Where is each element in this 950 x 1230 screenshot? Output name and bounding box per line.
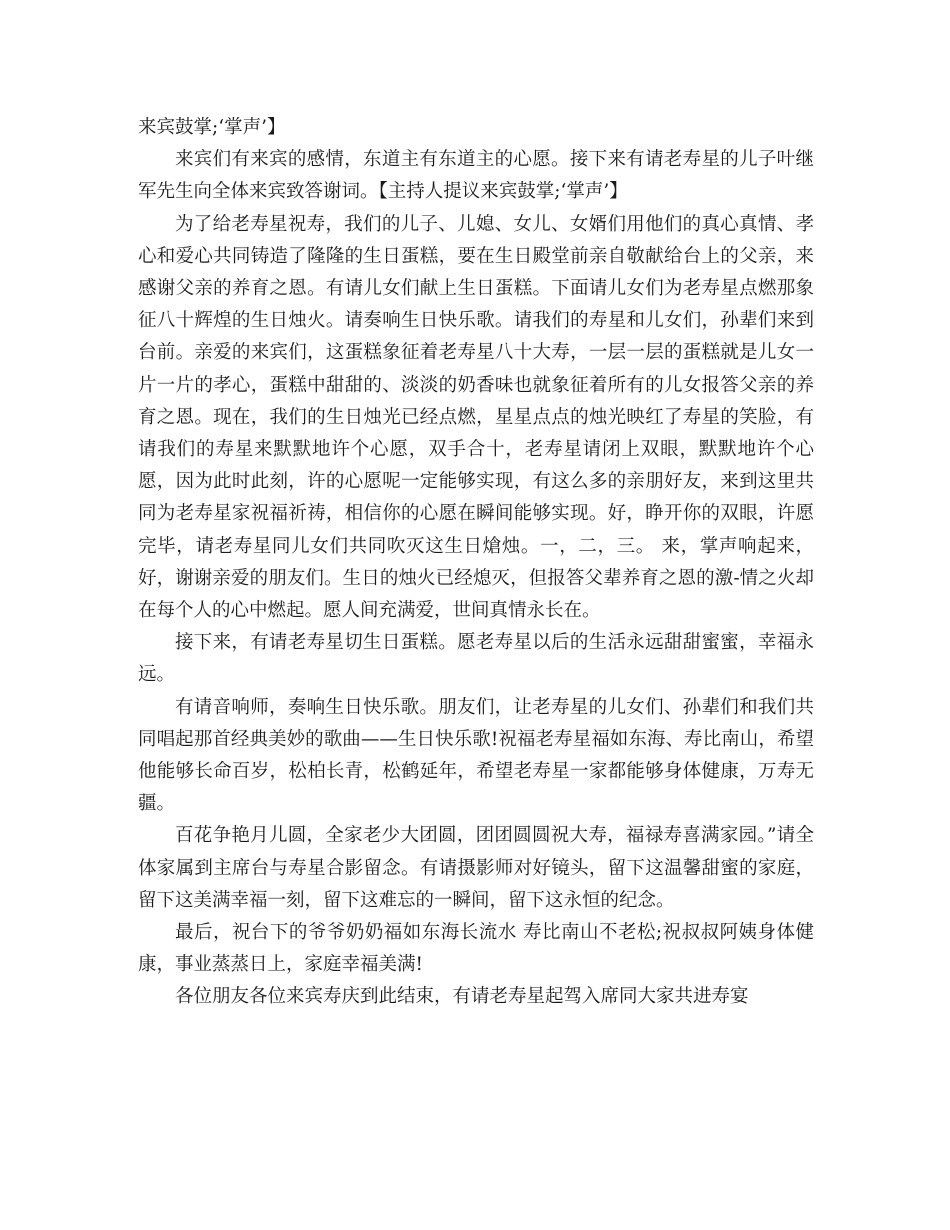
paragraph-closing: 各位朋友各位来宾寿庆到此结束，有请老寿星起驾入席同大家共进寿宴 (175, 986, 749, 1008)
paragraph-birthday-cake: 为了给老寿星祝寿，我们的儿子、儿媳、女儿、女婿们用他们的真心真情、孝心和爱心共同铸造了隆隆的生日蛋糕，要在生日殿堂前亲自敬献给台上的父亲，来感谢父亲的养育之恩。有请儿女们献上生日蛋糕。下面请儿女们为老寿星点燃那象征八十辉煌的生日烛火。请奏响生日快乐歌。请我们的寿星和儿女们，孙辈们来到台前。亲爱的来宾们，这蛋糕象征着老寿星八十大寿，一层一层的蛋糕就是儿女一片一片的孝心，蛋糕中甜甜的、淡淡的奶香味也就象征着所有的儿女报答父亲的养育之恩。现在，我们的生日烛光已经点燃，星星点点的烛光映红了寿星的笑脸，有请我们的寿星来默默地许个心愿，双手合十，老寿星请闭上双眼，默默地许个心愿，因为此时此刻，许的心愿呢一定能够实现，有这么多的亲朋好友，来到这里共同为老寿星家祝福祈祷，相信你的心愿在瞬间能够实现。好，睁开你的双眼，许愿完毕，请老寿星同儿女们共同吹灭这生日熗烛。一，二，三。 来，掌声响起来， 好，谢谢亲爱的朋友们。生日的烛火已经熄灭，但报答父辈养育之恩的激-情之火却在每个人的心中燃起。愿人间充满爱，世间真情永长在。 (138, 213, 814, 622)
paragraph-thanks-speech: 来宾们有来宾的感情，东道主有东道主的心愿。接下来有请老寿星的儿子叶继军先生向全体来宾致答谢词。【主持人提议来宾鼓掌;‘掌声’】 (138, 149, 814, 203)
paragraph-continuation: 来宾鼓掌;‘掌声’】 (138, 117, 286, 138)
paragraph-birthday-song: 有请音响师，奏响生日快乐歌。朋友们，让老寿星的儿女们、孙辈们和我们共同唱起那首经典美妙的歌曲——生日快乐歌!祝福老寿星福如东海、寿比南山，希望他能够长命百岁，松柏长青，松鹤延年，希望老寿星一家都能够身体健康，万寿无疆。 (138, 696, 814, 815)
document-body (138, 112, 814, 1014)
paragraph-family-photo: 百花争艳月儿圆，全家老少大团圆，团团圆圆祝大寿，福禄寿喜满家园。”请全体家属到主席台与寿星合影留念。有请摄影师对好镜头，留下这温馨甜蜜的家庭，留下这美满幸福一刻，留下这难忘的一瞬间，留下这永恒的纪念。 (138, 825, 814, 911)
paragraph-final-blessing: 最后，祝台下的爷爷奶奶福如东海长流水 寿比南山不老松;祝叔叔阿姨身体健康，事业蒸蒸日上，家庭幸福美满! (138, 922, 814, 976)
paragraph-cut-cake: 接下来，有请老寿星切生日蛋糕。愿老寿星以后的生活永远甜甜蜜蜜，幸福永远。 (138, 632, 814, 686)
